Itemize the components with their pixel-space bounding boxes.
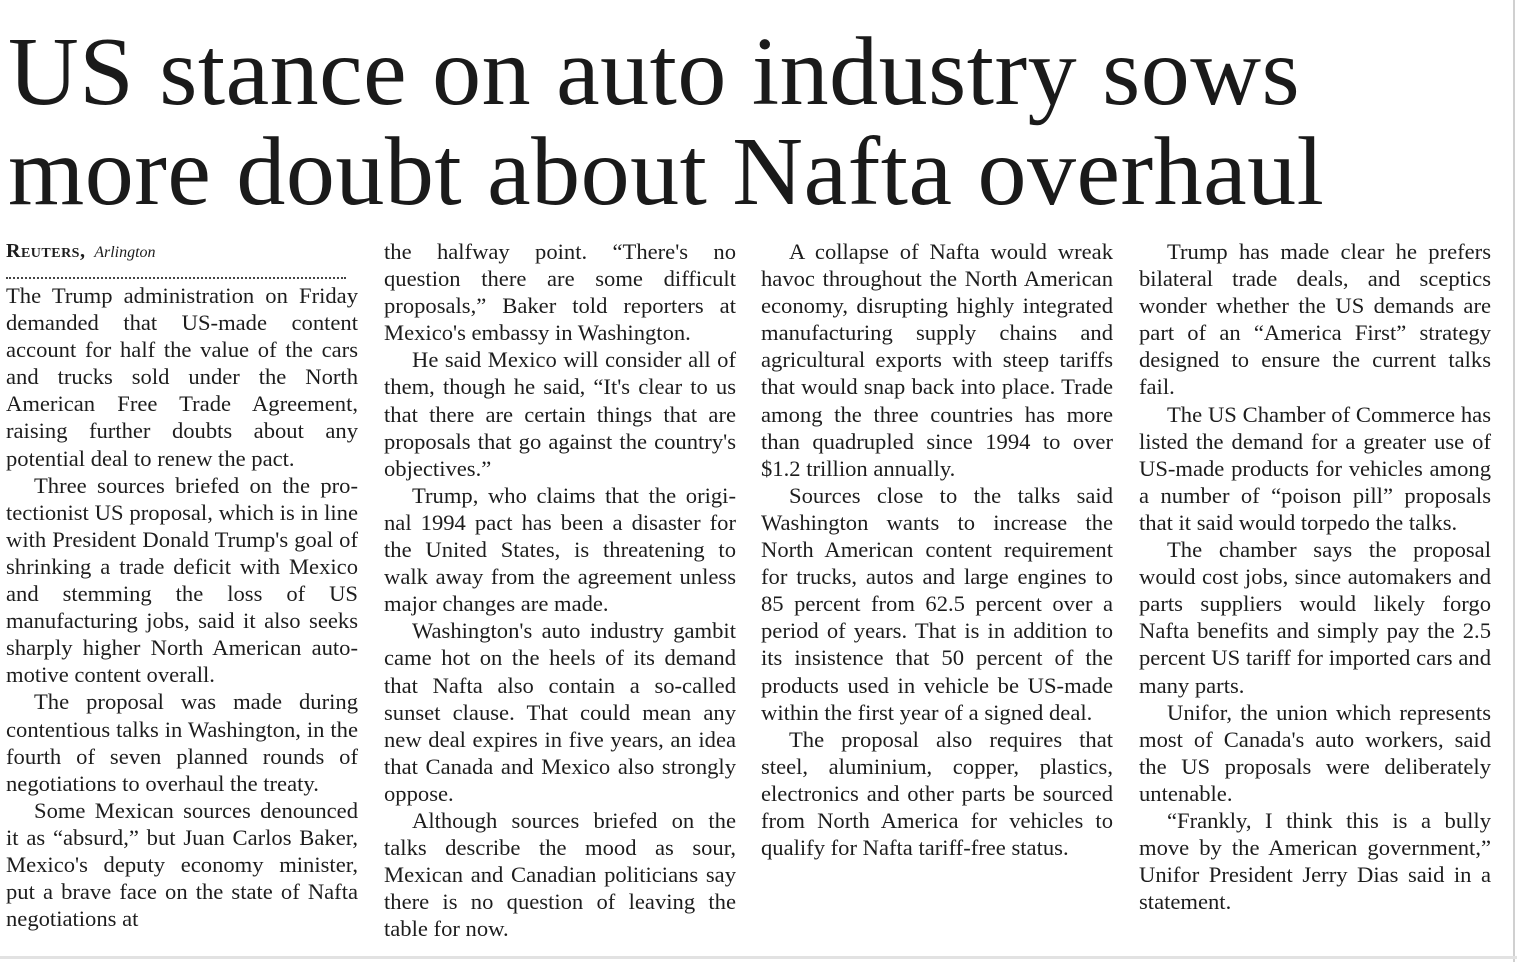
article-headline [8,18,1508,226]
article-paragraph: The chamber says the proposal would cost jobs, since automakers and parts suppliers would likely forgo Nafta benefits and simply pay the 2.5 percent US tariff for imported cars and many parts. [1139,537,1491,698]
byline-divider [6,277,346,279]
byline-agency: Reuters, [6,240,86,262]
article-paragraph: Washington's auto industry gambit came hot on the heels of its demand that Nafta also contain a so-called sunset clause. That could mean any new deal expires in five years, an idea that Canada and Mexico also strongly oppose. [384,618,736,806]
article-paragraph: The US Chamber of Commerce has listed the demand for a greater use of US-made products for vehicles among a number of “poison pill” proposals that it said would torpedo the talks. [1139,401,1491,535]
article-paragraph: Trump has made clear he prefers bilateral trade deals, and sceptics wonder whether the US demands are part of an “America First” strategy designed to ensure the current talks fail. [1139,239,1491,400]
article-column-2 [384,238,736,942]
article-paragraph: Three sources briefed on the protectionist US proposal, which is in line with President Donald Trump's goal of shrinking a trade deficit with Mexico and stemming the loss of US manufacturing jobs, said it also seeks sharply higher North American automotive content overall. [6,472,358,688]
article-paragraph: The proposal was made during contentious talks in Washington, in the fourth of seven planned rounds of negotiations to overhaul the treaty. [6,689,358,796]
headline-line-1: US stance on auto industry sows [8,18,1301,126]
article-column-3 [761,238,1113,861]
headline-line-2: more doubt about Nafta overhaul [8,118,1325,226]
article-paragraph: Unifor, the union which represents most of Canada's auto workers, said the US proposals were deliberately untenable. [1139,699,1491,806]
article-column-1 [6,238,358,932]
article-paragraph: Trump, who claims that the original 1994 pact has been a disaster for the United States, is threatening to walk away from the agreement unless major changes are made. [384,482,736,617]
byline-location: Arlington [94,244,156,261]
byline [6,238,358,266]
article-paragraph: The Trump administration on Friday demanded that US-made content account for half the value of the cars and trucks sold under the North American Free Trade Agreement, raising further doubts about any potential deal to renew the pact. [6,283,358,471]
article-paragraph: Some Mexican sources denounced it as “absurd,” but Juan Carlos Baker, Mexico's deputy economy minister, put a brave face on the state of Nafta negotiations at [6,797,358,932]
page-edge-right [1513,0,1515,962]
article-paragraph: the halfway point. “There's no question there are some difficult proposals,” Baker told reporters at Mexico's embassy in Washington. [384,239,736,346]
article-paragraph: The proposal also requires that steel, aluminium, copper, plastics, electronics and other parts be sourced from North America for vehicles to qualify for Nafta tariff-free status. [761,726,1113,861]
article-paragraph: He said Mexico will consider all of them, though he said, “It's clear to us that there are certain things that are proposals that go against the country's objectives.” [384,347,736,481]
article-paragraph: A collapse of Nafta would wreak havoc throughout the North American economy, disrupting highly integrated manufacturing supply chains and agricultural exports with steep tariffs that would snap back into place. Trade among the three countries has more than quadrupled since 1994 to over $1.2 trillion annually. [761,239,1113,481]
article-paragraph: Sources close to the talks said Washington wants to increase the North American content requirement for trucks, autos and large engines to 85 percent from 62.5 percent over a period of years. That is in addition to its insistence that 50 percent of the products used in vehicle be US-made within the first year of a signed deal. [761,482,1113,725]
page-edge-bottom [0,956,1517,959]
article-paragraph: Although sources briefed on the talks describe the mood as sour, Mexican and Canadian politicians say there is no question of leaving the table for now. [384,807,736,942]
article-column-4 [1139,238,1491,915]
article-paragraph: “Frankly, I think this is a bully move by the American government,” Unifor President Jerry Dias said in a statement. [1139,807,1491,915]
